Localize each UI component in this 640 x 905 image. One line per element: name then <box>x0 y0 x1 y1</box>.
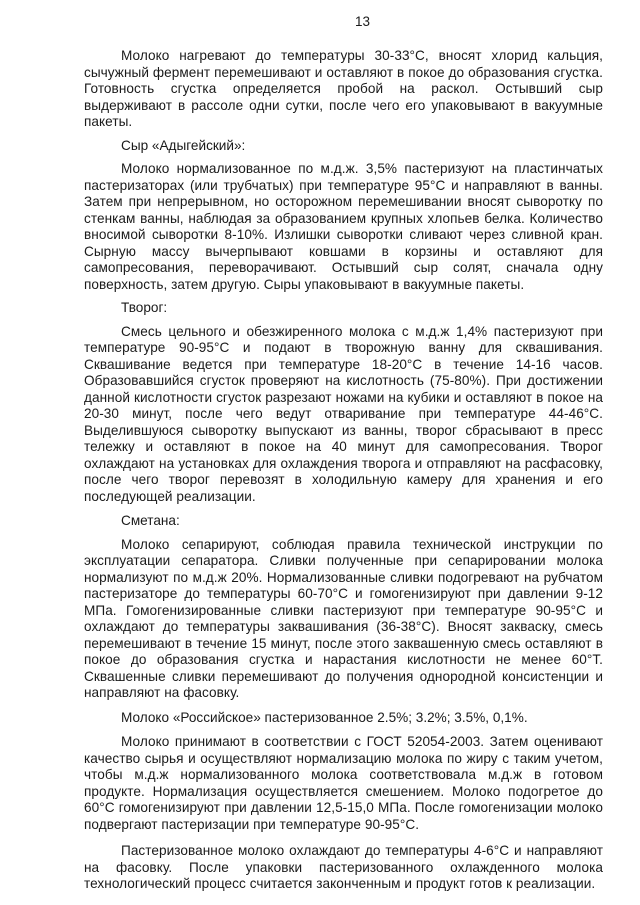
section-heading-cottage-cheese: Творог: <box>121 300 168 315</box>
section-heading-sour-cream: Сметана: <box>121 513 180 528</box>
cottage-cheese-paragraph: Смесь цельного и обезжиренного молока с м.д.ж 1,4% пастеризуют при температуре 90-95°С и подают в творожную ванну для сквашивания. Сквашивание ведется при температуре 18-20°С в течение 14-16 часов. Образовавшийся сгусток проверяют на кислотность (75-80%). При достижении данной кислотности сгусток разрезают ножами на кубики и оставляют в покое на 20-30 минут, после чего ведут отваривание при температуре 44-46°С. Выделившуюся сыворотку выпускают из ванны, творог сбрасывают в пресс тележку и оставляют в покое на 40 минут для самопресования. Творог охлаждают на установках для охлаждения творога и отправляют на расфасовку, после чего творог перевозят в холодильную камеру для хранения и его последующей реализации. <box>84 323 603 504</box>
section-heading-milk: Молоко «Российское» пастеризованное 2.5%; 3.2%; 3.5%, 0,1%. <box>121 709 528 725</box>
milk-final-paragraph: Пастеризованное молоко охлаждают до температуры 4-6°С и направляют на фасовку. После упаковки пастеризованного охлажденного молока технологический процесс считается законченным и продукт готов к реализации. <box>84 843 603 891</box>
sour-cream-paragraph: Молоко сепарируют, соблюдая правила технической инструкции по эксплуатации сепаратора. Сливки полученные при сепарировании молока нормализуют по м.д.ж 20%. Нормализованные сливки подогревают на рубчатом пастеризаторе до температуры 60-70°С и гомогенизируют при давлении 9-12 МПа. Гомогенизированные сливки пастеризуют при температуре 90-95°С и охлаждают до температуры заквашивания (36-38°С). Вносят закваску, смесь перемешивают в течение 15 минут, после этого заквашенную смесь оставляют в покое до образования сгустка и нарастания кислотности не менее 60°Т. Сквашенные сливки перемешивают до получения однородной консистенции и направляют на фасовку. <box>84 536 603 700</box>
page-number: 13 <box>354 14 371 29</box>
intro-paragraph: Молоко нагревают до температуры 30-33°С, вносят хлорид кальция, сычужный фермент перемешивают и оставляют в покое до образования сгустка. Готовность сгустка определяется пробой на раскол. Остывший сыр выдерживают в рассоле одни сутки, после чего его упаковывают в вакуумные пакеты. <box>84 48 603 129</box>
adyghe-cheese-paragraph: Молоко нормализованное по м.д.ж. 3,5% пастеризуют на пластинчатых пастеризаторах (или трубчатых) при температуре 95°С и направляют в ванны. Затем при непрерывном, но осторожном перемешивании вносят сыворотку по стенкам ванны, наблюдая за образованием крупных хлопьев белка. Количество вносимой сыворотки 8-10%. Излишки сыворотки сливают через сливной кран. Сырную массу вычерпывают ковшами в корзины и оставляют для самопресования, переворачивают. Остывший сыр солят, сначала одну поверхность, затем другую. Сыры упаковывают в вакуумные пакеты. <box>84 161 603 292</box>
milk-paragraph: Молоко принимают в соответствии с ГОСТ 52054-2003. Затем оценивают качество сырья и осуществляют нормализацию молока по жиру с таким учетом, чтобы м.д.ж нормализованного молока соответствовала м.д.ж в готовом продукте. Нормализация осуществляется смешением. Молоко подогретое до 60°С гомогенизируют при давлении 12,5-15,0 МПа. После гомогенизации молоко подвергают пастеризации при температуре 90-95°С. <box>84 734 603 832</box>
section-heading-adyghe-cheese: Сыр «Адыгейский»: <box>121 137 246 153</box>
